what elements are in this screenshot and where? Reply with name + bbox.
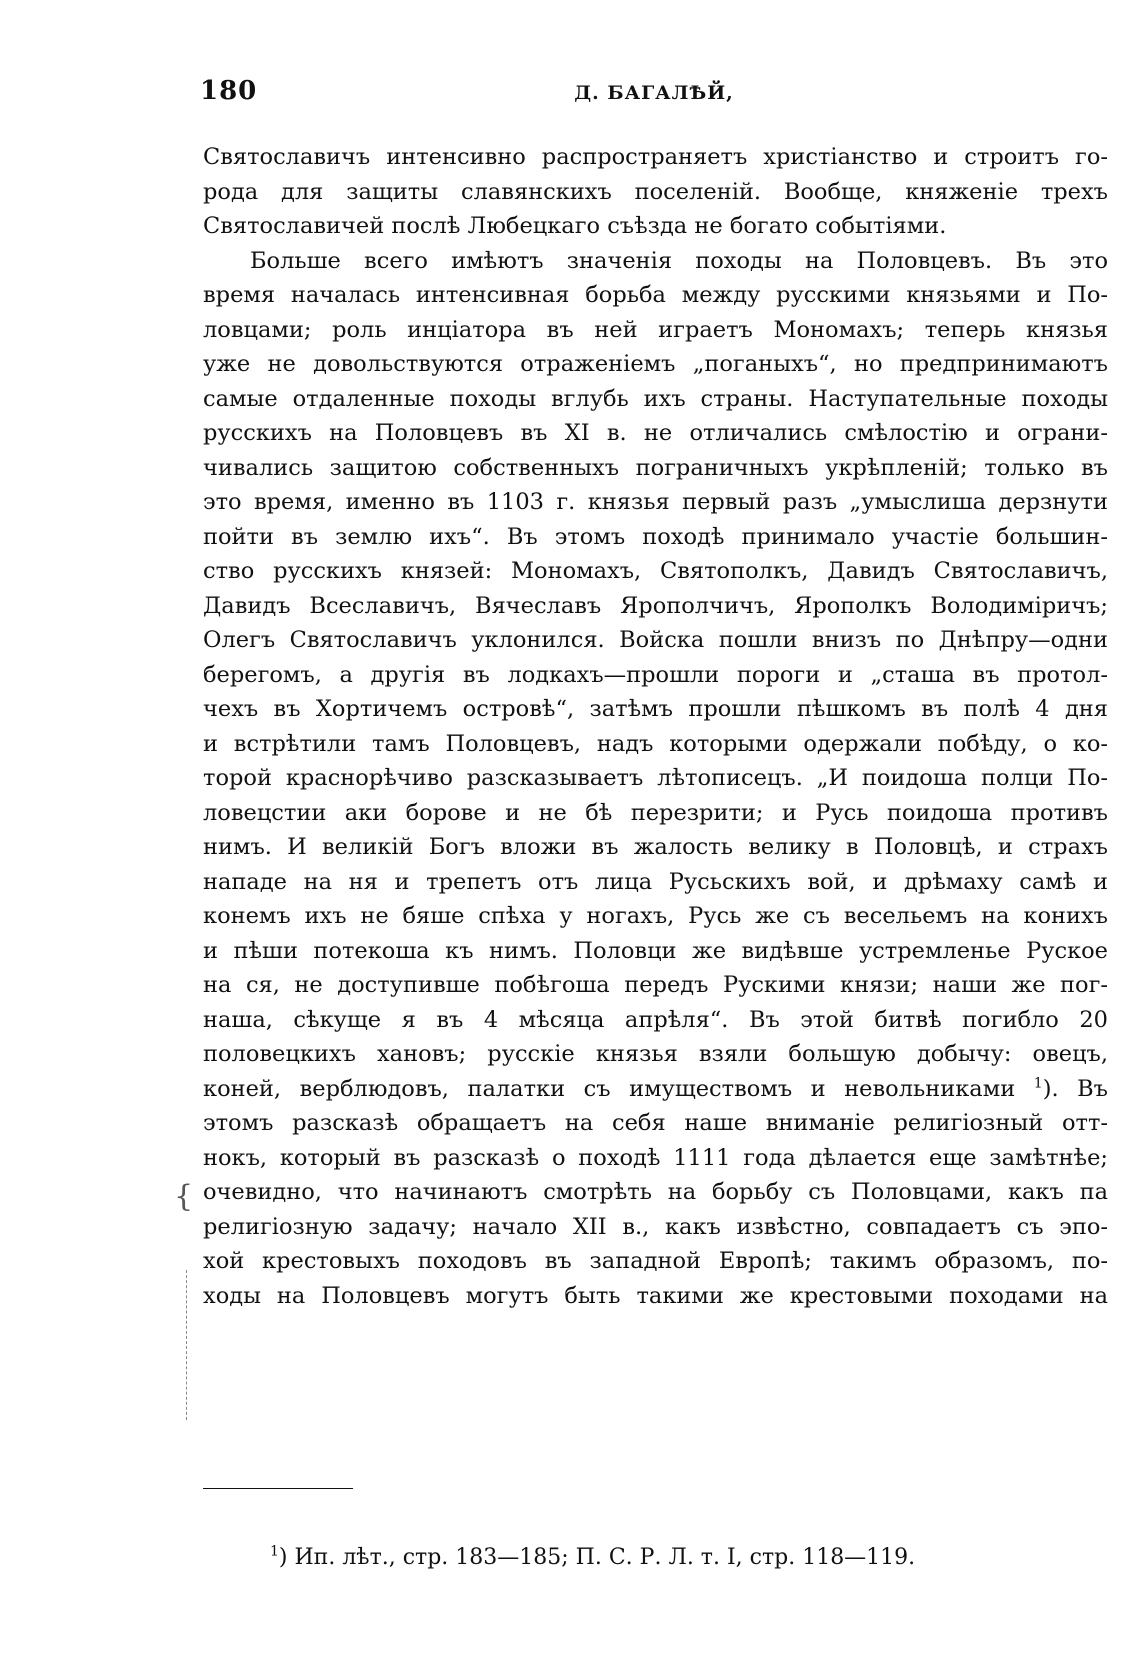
text-line: религіозную задачу; начало XII в., какъ извѣстно, совпадаетъ съ эпо-: [203, 1213, 1108, 1240]
text-segment: коней, верблюдовъ, палатки съ имуществомъ и невольниками: [203, 1075, 1016, 1102]
text-line: чехъ въ Хортичемъ островѣ“, затѣмъ прошли пѣшкомъ въ полѣ 4 дня: [203, 696, 1108, 722]
margin-pencil-line: [186, 1270, 187, 1420]
text-line: нимъ. И великій Богъ вложи въ жалость велику в Половцѣ, и страхъ: [203, 834, 1108, 860]
text-line: рода для защиты славянскихъ поселеній. Вообще, княженіе трехъ: [203, 178, 1108, 205]
text-line: наша, сѣкуще я въ 4 мѣсяца апрѣля“. Въ этой битвѣ погибло 20: [203, 1006, 1108, 1033]
text-line: Давидъ Всеславичъ, Вячеславъ Ярополчичъ, Ярополкъ Володиміричъ;: [203, 592, 1108, 619]
text-line: нокъ, который въ разсказѣ о походѣ 1111 года дѣлается еще замѣтнѣе;: [203, 1144, 1108, 1171]
text-line: уже не довольствуются отраженіемъ „поганыхъ“, но предпринимаютъ: [203, 351, 1108, 377]
page-header: [200, 76, 1108, 116]
text-line-with-footnote: [203, 1072, 1108, 1107]
text-segment: ). Въ: [1042, 1075, 1108, 1102]
text-line: торой краснорѣчиво разсказываетъ лѣтописецъ. „И поидоша полци По-: [203, 765, 1108, 791]
text-line: время началась интенсивная борьба между русскими князьями и По-: [203, 282, 1108, 308]
margin-brace-mark: {: [174, 1179, 194, 1214]
text-line: пойти въ землю ихъ“. Въ этомъ походѣ принимало участіе большин-: [203, 523, 1108, 550]
text-line: чивались защитою собственныхъ пограничныхъ укрѣпленій; только въ: [203, 454, 1108, 481]
running-head: Д. БАГАЛѢЙ,: [574, 82, 734, 104]
text-line: нападе на ня и трепетъ отъ лица Русьскихъ вой, и дрѣмаху самѣ и: [203, 868, 1108, 895]
text-line: Олегъ Святославичъ уклонился. Войска пошли внизъ по Днѣпру—одни: [203, 627, 1108, 653]
text-line: и встрѣтили тамъ Половцевъ, надъ которыми одержали побѣду, о ко-: [203, 730, 1108, 757]
text-line: очевидно, что начинаютъ смотрѣть на борьбу съ Половцами, какъ па: [203, 1179, 1108, 1205]
text-line: это время, именно въ 1103 г. князья первый разъ „умыслиша дерзнути: [203, 489, 1108, 515]
text-line: Святославичей послѣ Любецкаго съѣзда не богато событіями.: [203, 213, 947, 239]
text-line: конемъ ихъ не бяше спѣха у ногахъ, Русь же съ весельемъ на конихъ: [203, 903, 1108, 929]
text-line: русскихъ на Половцевъ въ XI в. не отличались смѣлостію и ограни-: [203, 420, 1108, 446]
text-line: берегомъ, а другія въ лодкахъ—прошли пороги и „сташа въ протол-: [203, 661, 1108, 688]
text-line: Святославичъ интенсивно распространяетъ христіанство и строитъ го-: [203, 144, 1108, 170]
text-line: самые отдаленные походы вглубь ихъ страны. Наступательные походы: [203, 385, 1108, 412]
page-number: 180: [200, 76, 258, 106]
text-line: ство русскихъ князей: Мономахъ, Святополкъ, Давидъ Святославичъ,: [203, 558, 1108, 584]
text-line: ходы на Половцевъ могутъ быть такими же крестовыми походами на: [203, 1282, 1108, 1309]
text-line: хой крестовыхъ походовъ въ западной Европѣ; такимъ образомъ, по-: [203, 1248, 1108, 1274]
text-line: ловцами; роль инціатора въ ней играетъ Мономахъ; теперь князья: [203, 316, 1108, 343]
text-line: и пѣши потекоша къ нимъ. Половци же видѣвше устремленье Руское: [203, 937, 1108, 964]
text-line: половецкихъ хановъ; русскіе князья взяли большую добычу: овецъ,: [203, 1041, 1108, 1067]
text-line: этомъ разсказѣ обращаетъ на себя наше вниманіе религіозный отт-: [203, 1110, 1108, 1136]
footnote-reference[interactable]: 1: [1033, 1075, 1043, 1091]
footnote: [270, 1545, 915, 1570]
footnote-mark: 1: [270, 1543, 279, 1560]
footnote-divider: [203, 1488, 353, 1489]
text-line: ловецстии аки борове и не бѣ перезрити; и Русь поидоша противъ: [203, 799, 1108, 826]
body-text: [203, 140, 1108, 1313]
text-line: на ся, не доступивше побѣгоша передъ Рускими князи; наши же пог-: [203, 972, 1108, 998]
footnote-text: ) Ип. лѣт., стр. 183—185; П. С. Р. Л. т. I, стр. 118—119.: [278, 1545, 916, 1570]
text-line: Больше всего имѣютъ значенія походы на Половцевъ. Въ это: [250, 247, 1108, 274]
